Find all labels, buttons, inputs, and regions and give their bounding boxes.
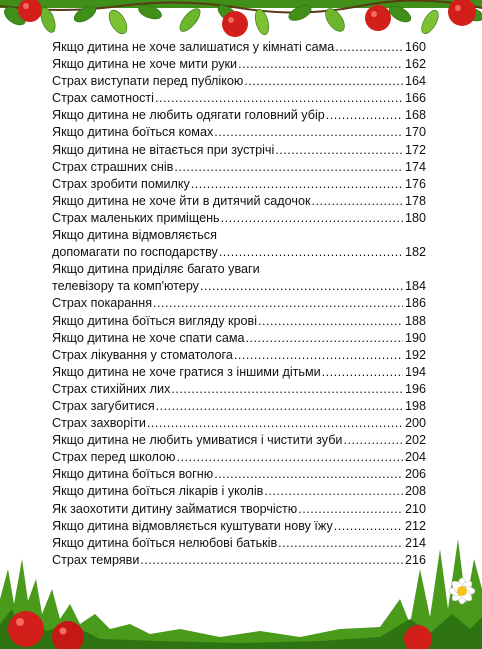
toc-page-number: 194 — [404, 364, 426, 379]
toc-entry-title: Якщо дитина боїться нелюбові батьків — [52, 535, 278, 550]
dot-leader — [335, 39, 403, 56]
toc-entry[interactable] — [52, 381, 426, 398]
toc-page-number: 184 — [404, 279, 426, 294]
toc-entry[interactable] — [52, 39, 426, 56]
toc-entry-title: Страх перед школою — [52, 450, 176, 465]
toc-entry-title: Якщо дитина боїться вигляду крові — [52, 313, 257, 328]
toc-page-number: 164 — [404, 74, 426, 89]
dot-leader — [298, 501, 403, 518]
toc-entry-title: Страх виступати перед публікою — [52, 74, 244, 89]
toc-entry[interactable] — [52, 278, 426, 295]
toc-page-number: 168 — [404, 108, 426, 123]
toc-entry-title-line1[interactable]: Якщо дитина відмовляється — [52, 228, 217, 243]
dot-leader — [155, 90, 403, 107]
dot-leader — [221, 210, 403, 227]
toc-entry-title: Страх загубитися — [52, 398, 155, 413]
dot-leader — [174, 159, 403, 176]
toc-page-number: 198 — [404, 398, 426, 413]
toc-page-number: 174 — [404, 159, 426, 174]
dot-leader — [156, 398, 403, 415]
dot-leader — [214, 124, 403, 141]
toc-entry-title: Страх страшних снів — [52, 159, 174, 174]
toc-page-number: 206 — [404, 467, 426, 482]
toc-entry-title: Страх темряви — [52, 552, 140, 567]
toc-page-number: 190 — [404, 330, 426, 345]
toc-entry[interactable] — [52, 56, 426, 73]
dot-leader — [244, 73, 403, 90]
toc-entry[interactable] — [52, 501, 426, 518]
toc-page-number: 210 — [404, 501, 426, 516]
toc-page-number: 200 — [404, 416, 426, 431]
toc-entry[interactable] — [52, 432, 426, 449]
toc-entry[interactable] — [52, 159, 426, 176]
toc-page-number: 160 — [404, 40, 426, 54]
dot-leader — [264, 483, 403, 500]
toc-page-number: 178 — [404, 193, 426, 208]
toc-entry[interactable] — [52, 313, 426, 330]
toc-page-number: 212 — [404, 518, 426, 533]
toc-entry[interactable] — [52, 90, 426, 107]
dot-leader — [191, 176, 403, 193]
toc-page-number: 172 — [404, 142, 426, 157]
toc-page-number: 186 — [404, 296, 426, 311]
toc-entry[interactable] — [52, 142, 426, 159]
toc-entry-title: Страх стихійних лих — [52, 381, 171, 396]
dot-leader — [147, 415, 403, 432]
toc-entry[interactable] — [52, 466, 426, 483]
toc-entry[interactable] — [52, 176, 426, 193]
toc-entry[interactable] — [52, 347, 426, 364]
toc-entry[interactable] — [52, 364, 426, 381]
toc-entry[interactable] — [52, 244, 426, 261]
toc-entry[interactable] — [52, 295, 426, 312]
dot-leader — [275, 142, 403, 159]
toc-entry-title: Якщо дитина не вітається при зустрічі — [52, 142, 275, 157]
toc-page-number: 208 — [404, 484, 426, 499]
dot-leader — [177, 449, 403, 466]
dot-leader — [200, 278, 403, 295]
toc-entry-title: Як заохотити дитину займатися творчістю — [52, 501, 298, 516]
toc-entry-title: Страх самотності — [52, 91, 154, 106]
dot-leader — [171, 381, 403, 398]
toc-entry-title: Якщо дитина боїться лікарів і уколів — [52, 484, 264, 499]
dot-leader — [258, 313, 403, 330]
toc-entry-title: Якщо дитина не хоче спати сама — [52, 330, 245, 345]
toc-page-number: 204 — [404, 450, 426, 465]
toc-page-number: 170 — [404, 125, 426, 140]
dot-leader — [246, 330, 403, 347]
table-of-contents — [52, 39, 426, 569]
daisy-icon — [449, 578, 475, 604]
toc-page-number: 216 — [404, 552, 426, 567]
toc-page-number: 202 — [404, 433, 426, 448]
toc-entry-title: Страх захворіти — [52, 416, 146, 431]
toc-entry-title: Якщо дитина боїться комах — [52, 125, 214, 140]
toc-entry-title: Страх покарання — [52, 296, 153, 311]
toc-page-number: 176 — [404, 176, 426, 191]
toc-entry[interactable] — [52, 398, 426, 415]
toc-entry-title: Якщо дитина не хоче йти в дитячий садочок — [52, 193, 311, 208]
toc-entry-title: Якщо дитина не любить одягати головний убір — [52, 108, 325, 123]
toc-entry[interactable] — [52, 330, 426, 347]
toc-entry[interactable] — [52, 415, 426, 432]
toc-entry-title: Якщо дитина не хоче мити руки — [52, 57, 238, 72]
toc-page-number: 192 — [404, 347, 426, 362]
toc-page-number: 188 — [404, 313, 426, 328]
toc-page-number: 214 — [404, 535, 426, 550]
toc-entry[interactable] — [52, 449, 426, 466]
toc-entry-title: Страх лікування у стоматолога — [52, 347, 233, 362]
toc-entry[interactable] — [52, 193, 426, 210]
toc-page-number: 162 — [404, 57, 426, 72]
toc-entry-title: допомагати по господарству — [52, 245, 218, 260]
toc-entry-title: Якщо дитина не любить умиватися і чистити зуби — [52, 433, 343, 448]
dot-leader — [343, 432, 403, 449]
grass-decoration — [0, 529, 482, 649]
toc-entry-title-line1[interactable]: Якщо дитина приділяє багато уваги — [52, 262, 260, 277]
toc-page-number: 166 — [404, 91, 426, 106]
toc-entry[interactable] — [52, 483, 426, 500]
toc-entry[interactable] — [52, 210, 426, 227]
toc-page-number: 180 — [404, 210, 426, 225]
dot-leader — [234, 347, 403, 364]
toc-entry[interactable] — [52, 124, 426, 141]
toc-entry-title: Якщо дитина відмовляється куштувати нову їжу — [52, 518, 333, 533]
toc-entry-title: Якщо дитина не хоче залишатися у кімнаті сама — [52, 40, 335, 54]
toc-entry-title: Страх зробити помилку — [52, 176, 190, 191]
toc-entry[interactable] — [52, 73, 426, 90]
dot-leader — [326, 107, 403, 124]
dot-leader — [219, 244, 403, 261]
toc-entry-title: телевізору та комп'ютеру — [52, 279, 199, 294]
dot-leader — [214, 466, 403, 483]
dot-leader — [238, 56, 403, 73]
dot-leader — [153, 295, 403, 312]
toc-entry-title: Якщо дитина не хоче гратися з іншими дітьми — [52, 364, 321, 379]
apple-branch-decoration — [0, 0, 482, 42]
toc-page-number: 182 — [404, 245, 426, 260]
toc-page-number: 196 — [404, 381, 426, 396]
toc-entry-title: Страх маленьких приміщень — [52, 210, 220, 225]
toc-entry[interactable] — [52, 107, 426, 124]
toc-entry-title: Якщо дитина боїться вогню — [52, 467, 214, 482]
dot-leader — [311, 193, 403, 210]
dot-leader — [322, 364, 403, 381]
